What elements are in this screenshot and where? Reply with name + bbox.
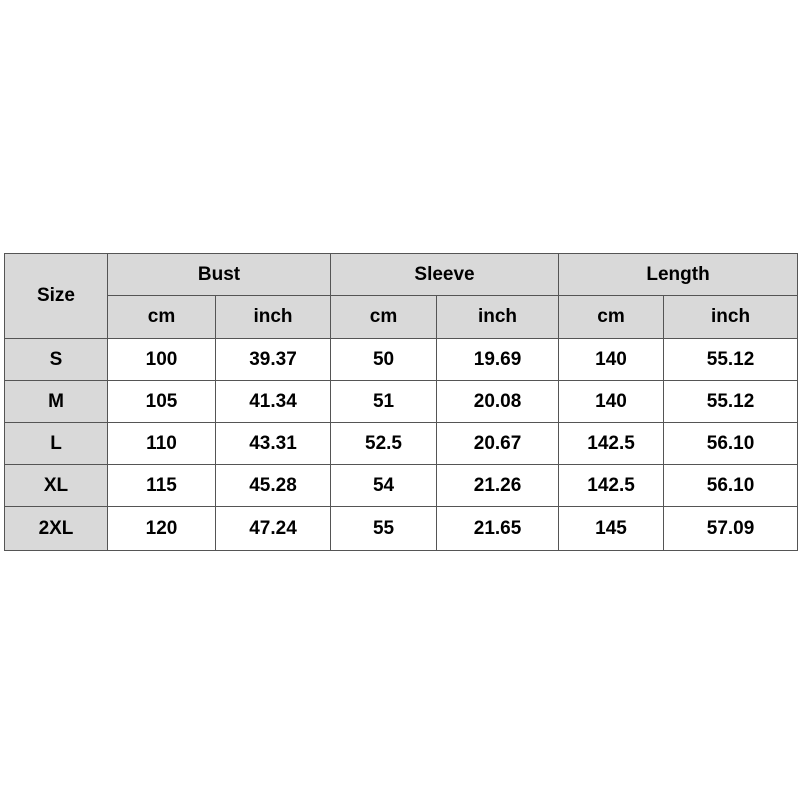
table-cell: 105 <box>108 381 216 423</box>
table-cell: 120 <box>108 507 216 551</box>
size-label: S <box>5 339 108 381</box>
header-row-groups <box>5 254 798 296</box>
table-cell: 100 <box>108 339 216 381</box>
table-cell: 55 <box>331 507 437 551</box>
size-chart <box>4 253 797 551</box>
group-header-sleeve: Sleeve <box>331 254 559 296</box>
table-cell: 52.5 <box>331 423 437 465</box>
size-label: 2XL <box>5 507 108 551</box>
table-cell: 20.67 <box>437 423 559 465</box>
table-cell: 51 <box>331 381 437 423</box>
group-header-length: Length <box>559 254 798 296</box>
unit-header: cm <box>559 296 664 339</box>
table-cell: 145 <box>559 507 664 551</box>
table-cell: 140 <box>559 381 664 423</box>
table-row <box>5 507 798 551</box>
unit-header: inch <box>216 296 331 339</box>
size-header: Size <box>5 254 108 339</box>
table-cell: 54 <box>331 465 437 507</box>
table-cell: 56.10 <box>664 423 798 465</box>
table-cell: 21.65 <box>437 507 559 551</box>
table-cell: 50 <box>331 339 437 381</box>
table-cell: 55.12 <box>664 339 798 381</box>
size-label: L <box>5 423 108 465</box>
table-cell: 20.08 <box>437 381 559 423</box>
table-cell: 39.37 <box>216 339 331 381</box>
header-row-units <box>5 296 798 339</box>
table-cell: 43.31 <box>216 423 331 465</box>
table-row <box>5 423 798 465</box>
table-cell: 142.5 <box>559 465 664 507</box>
table-cell: 45.28 <box>216 465 331 507</box>
size-chart-table <box>4 253 798 551</box>
table-cell: 110 <box>108 423 216 465</box>
table-cell: 41.34 <box>216 381 331 423</box>
table-cell: 47.24 <box>216 507 331 551</box>
size-label: M <box>5 381 108 423</box>
table-cell: 57.09 <box>664 507 798 551</box>
table-cell: 56.10 <box>664 465 798 507</box>
table-cell: 19.69 <box>437 339 559 381</box>
size-label: XL <box>5 465 108 507</box>
table-row <box>5 339 798 381</box>
table-cell: 55.12 <box>664 381 798 423</box>
table-cell: 115 <box>108 465 216 507</box>
unit-header: cm <box>331 296 437 339</box>
table-row <box>5 381 798 423</box>
table-cell: 140 <box>559 339 664 381</box>
table-cell: 21.26 <box>437 465 559 507</box>
unit-header: cm <box>108 296 216 339</box>
unit-header: inch <box>664 296 798 339</box>
table-row <box>5 465 798 507</box>
table-cell: 142.5 <box>559 423 664 465</box>
unit-header: inch <box>437 296 559 339</box>
group-header-bust: Bust <box>108 254 331 296</box>
